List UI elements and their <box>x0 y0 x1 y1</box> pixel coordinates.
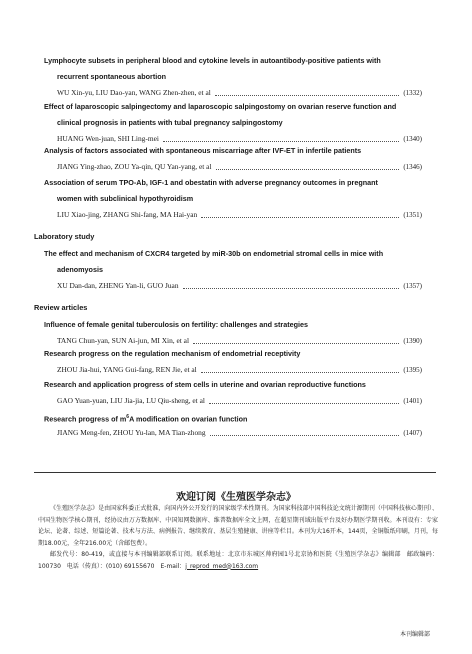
page-number[interactable]: (1401) <box>403 397 422 405</box>
article-title-cont[interactable]: adenomyosis <box>57 265 103 274</box>
leader-dots <box>215 95 400 96</box>
article-authors: JIANG Ying-zhao, ZOU Ya-qin, QU Yan-yang, et al <box>57 162 212 171</box>
leader-dots <box>216 169 400 170</box>
page-number[interactable]: (1357) <box>403 282 422 290</box>
page-number[interactable]: (1346) <box>403 163 422 171</box>
article-title[interactable]: Effect of laparoscopic salpingectomy and laparoscopic salpingostomy on ovarian reserve function and <box>44 102 397 111</box>
promo-contact-paragraph <box>38 549 438 572</box>
editorial-office-signature: 本刊编辑部 <box>399 631 430 638</box>
article-authors: GAO Yuan-yuan, LIU Jia-jia, LU Qiu-sheng, et al <box>57 396 205 405</box>
article-authors-row <box>57 206 422 224</box>
article-authors: WU Xin-yu, LIU Dao-yan, WANG Zhen-zhen, et al <box>57 88 211 97</box>
article-title-suffix: A modification on ovarian function <box>129 414 248 424</box>
leader-dots <box>201 217 399 218</box>
contact-email-link[interactable]: j_reprod_med@163.com <box>185 562 259 570</box>
page-number[interactable]: (1340) <box>403 135 422 143</box>
article-title[interactable]: Research progress on the regulation mechanism of endometrial receptivity <box>44 349 301 358</box>
page-number[interactable]: (1407) <box>403 429 422 437</box>
promo-contact-text: 邮发代号：80-419，或直接与本刊编辑部联系订阅。联系地址：北京市东城区帅府园1号北京协和医院《生殖医学杂志》编辑部 邮政编码：100730 电话（传真）：(010) 69155670 E-mail： <box>38 551 438 570</box>
page-number[interactable]: (1390) <box>403 337 422 345</box>
promo-paragraph: 《生殖医学杂志》是由国家科委正式批准，向国内外公开发行的国家级学术性期刊。为国家科技部中国科技论文统计源期刊（中国科技核心期刊）、中国生物医学核心期刊，经协议由万方数据库、中国知网数据库、维普数据库全文上网，在超星期刊域出版平台及好办期医学期刊收。本刊设有：专家论坛、论著、综述、短篇论著、技术与方法、病例报告、继续教育、基层生殖健康、讲座等栏目。本刊为大16开本，144页，全铜版纸印刷，月刊，每期18.00元，全年216.00元（含邮包费）。 <box>38 505 438 547</box>
article-title[interactable]: Analysis of factors associated with spontaneous miscarriage after IVF-ET in infertile patients <box>44 146 362 155</box>
promo-title: 欢迎订阅《生殖医学杂志》 <box>176 492 296 503</box>
article-authors: ZHOU Jia-hui, YANG Gui-fang, REN Jie, et al <box>57 365 197 374</box>
article-authors: TANG Chun-yan, SUN Ai-jun, MI Xin, et al <box>57 336 190 345</box>
article-authors: HUANG Wen-juan, SHI Ling-mei <box>57 134 159 143</box>
article-title[interactable]: The effect and mechanism of CXCR4 targeted by miR-30b on endometrial stromal cells in mice with <box>44 249 384 258</box>
article-authors: JIANG Meng-fen, ZHOU Yu-lan, MA Tian-zhong <box>57 428 206 437</box>
leader-dots <box>210 435 400 436</box>
article-title-superscript: 6 <box>126 414 130 420</box>
article-authors-row <box>57 277 422 295</box>
section-heading-review: Review articles <box>34 303 88 312</box>
article-title[interactable]: Research and application progress of stem cells in uterine and ovarian reproductive functions <box>44 380 366 389</box>
leader-dots <box>183 288 400 289</box>
article-title[interactable]: Association of serum TPO-Ab, IGF-1 and obestatin with adverse pregnancy outcomes in pregnant <box>44 178 378 187</box>
article-title-cont[interactable]: recurrent spontaneous abortion <box>57 72 167 81</box>
article-title[interactable]: Influence of female genital tuberculosis on fertility: challenges and strategies <box>44 320 309 329</box>
article-authors-row <box>57 424 422 442</box>
article-authors: LIU Xiao-jing, ZHANG Shi-fang, MA Hai-yan <box>57 210 198 219</box>
section-heading-laboratory: Laboratory study <box>34 232 95 241</box>
leader-dots <box>193 343 399 344</box>
section-divider <box>34 472 436 473</box>
article-authors: XU Dan-dan, ZHENG Yan-li, GUO Juan <box>57 281 179 290</box>
page-number[interactable]: (1351) <box>403 211 422 219</box>
article-title-cont[interactable]: women with subclinical hypothyroidism <box>57 194 194 203</box>
page-number[interactable]: (1395) <box>403 366 422 374</box>
article-title-cont[interactable]: clinical prognosis in patients with tubal pregnancy salpingostomy <box>57 118 283 127</box>
leader-dots <box>201 372 400 373</box>
promo-body <box>38 503 438 572</box>
article-title-prefix: Research progress of m <box>44 414 127 424</box>
article-title[interactable]: Lymphocyte subsets in peripheral blood and cytokine levels in autoantibody-positive patients with <box>44 56 381 65</box>
leader-dots <box>209 403 399 404</box>
page-number[interactable]: (1332) <box>403 89 422 97</box>
